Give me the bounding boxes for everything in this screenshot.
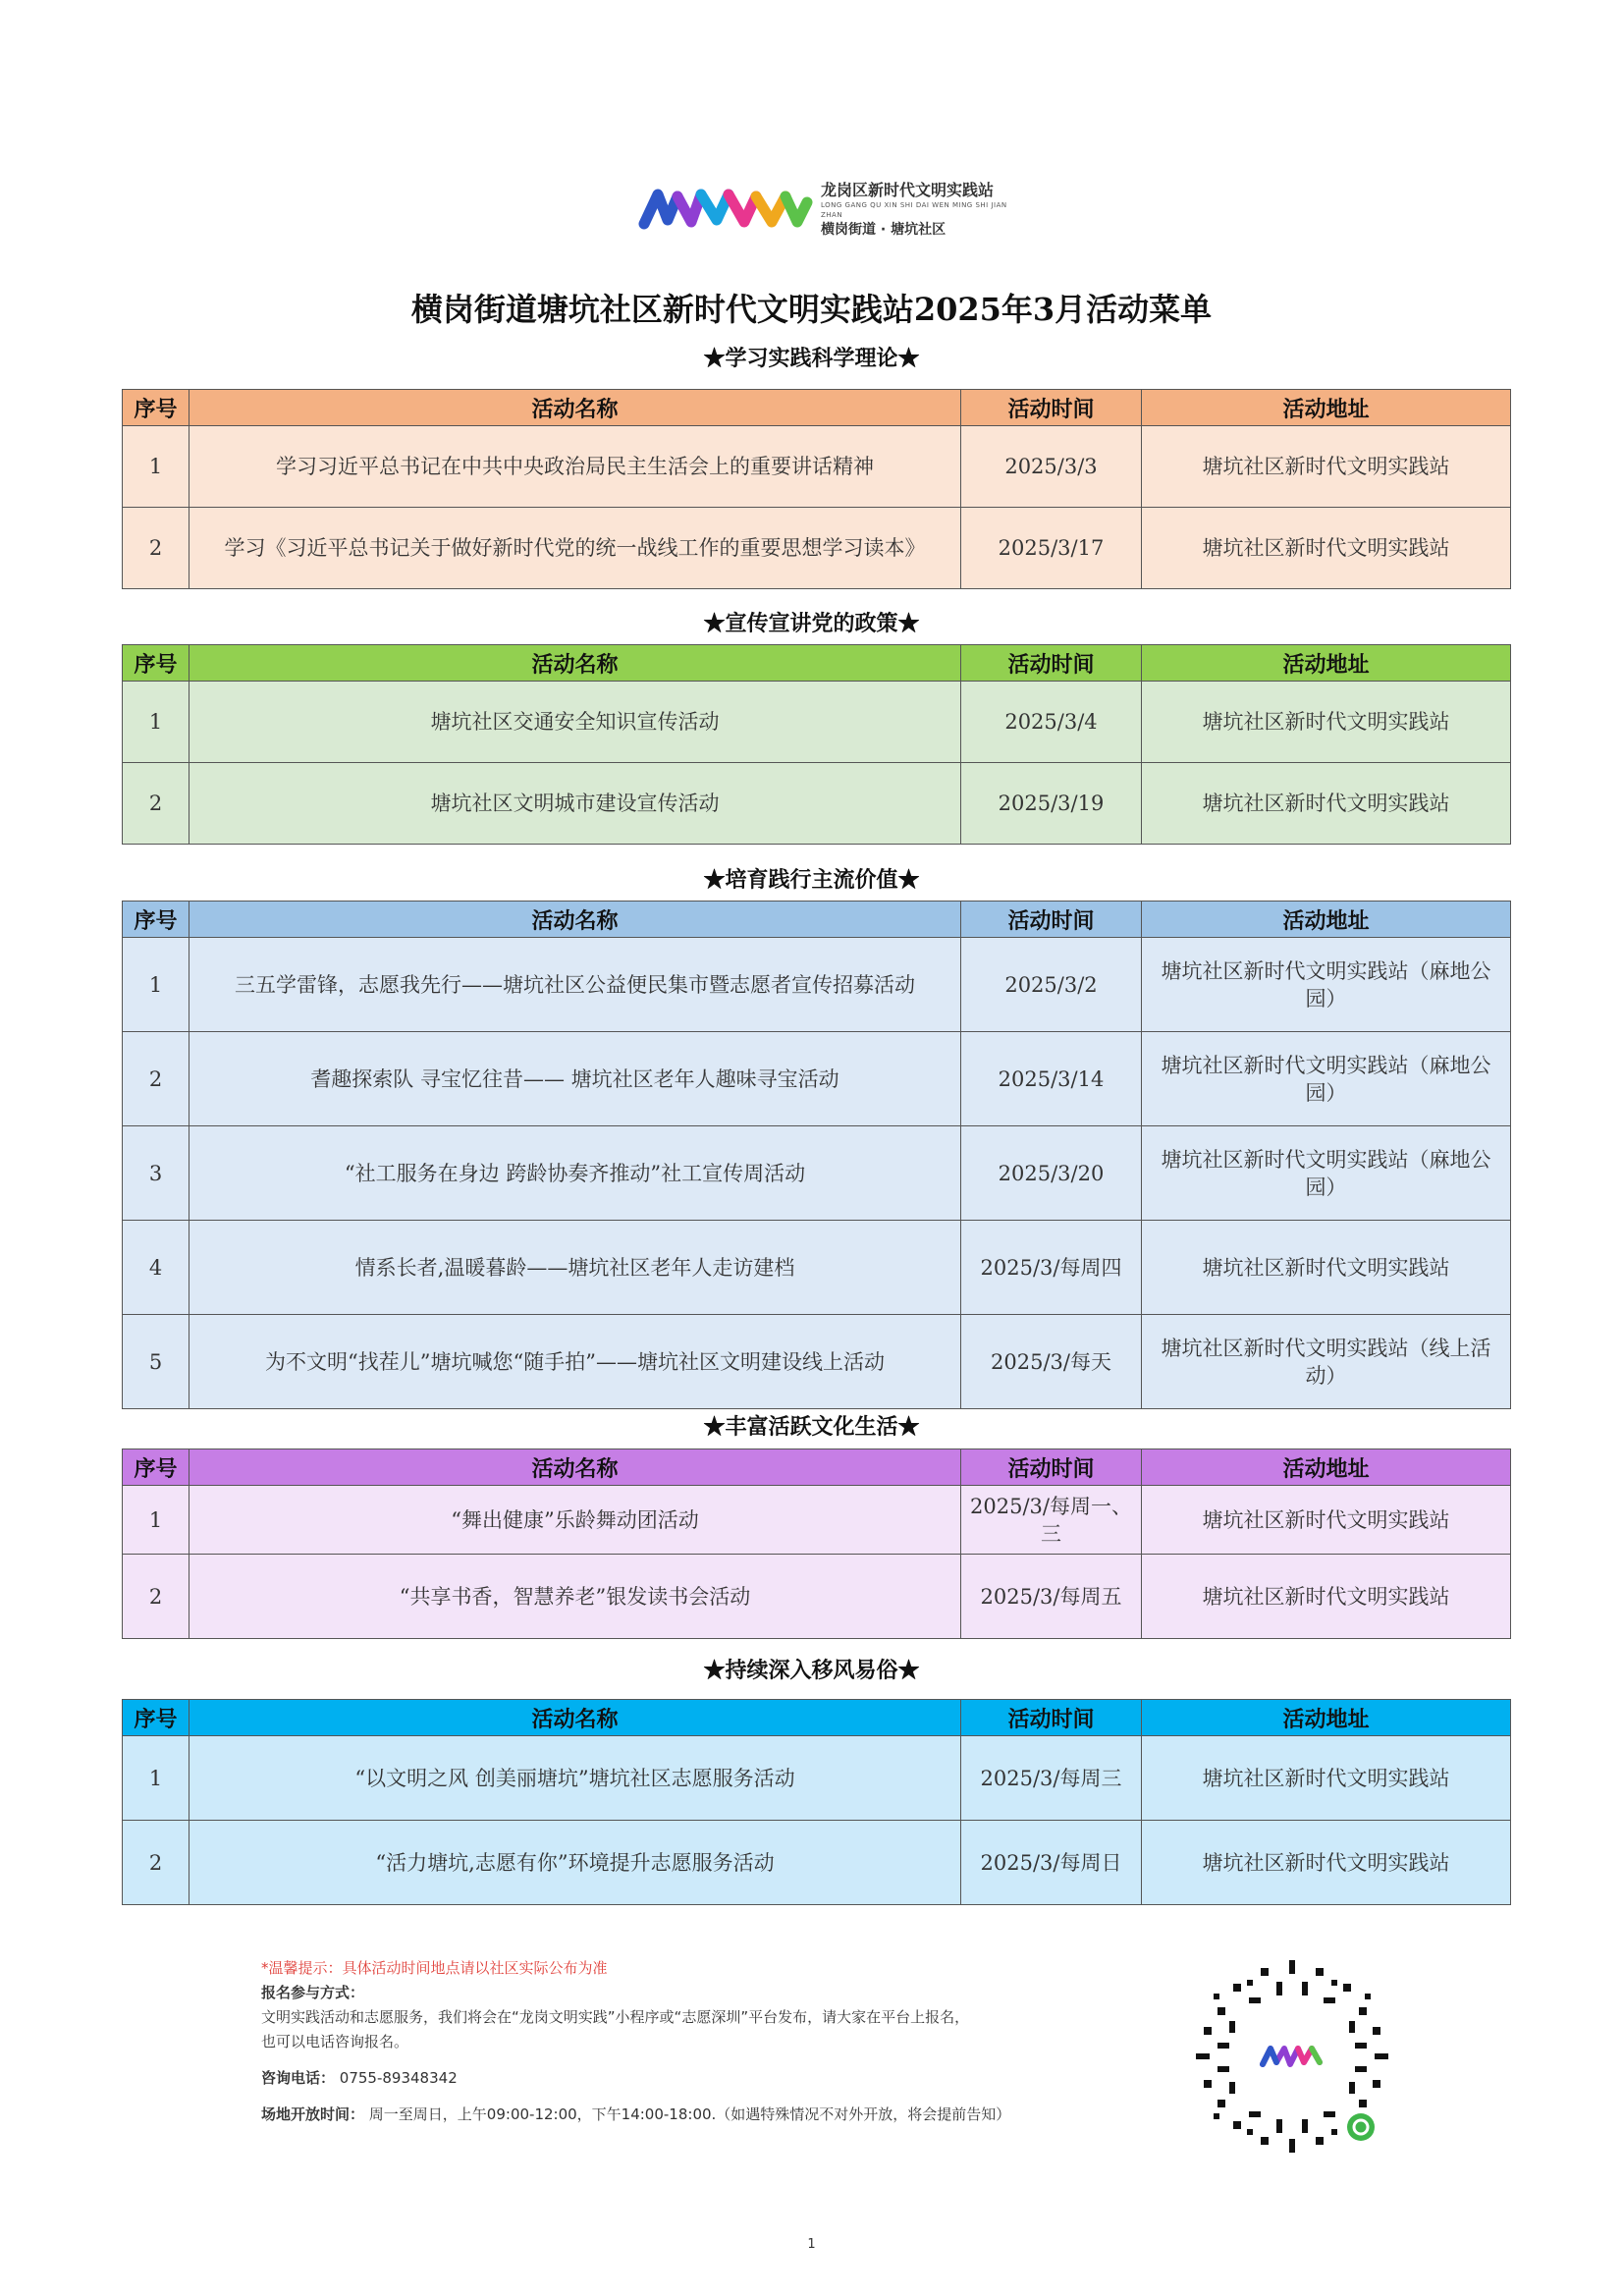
header-name: 活动名称 (189, 390, 961, 426)
section-heading: ★丰富活跃文化生活★ (703, 1414, 920, 1440)
row-time: 2025/3/3 (961, 426, 1142, 508)
header-place: 活动地址 (1142, 645, 1511, 682)
header-no: 序号 (123, 390, 189, 426)
header-name: 活动名称 (189, 902, 961, 938)
row-no: 1 (123, 1736, 189, 1821)
section-heading: ★持续深入移风易俗★ (703, 1658, 920, 1683)
logo (638, 179, 1011, 238)
table-row (123, 1736, 1511, 1821)
row-time: 2025/3/每周一、三 (961, 1486, 1142, 1555)
table-row (123, 1032, 1511, 1126)
header-name: 活动名称 (189, 645, 961, 682)
row-no: 3 (123, 1126, 189, 1221)
logo-pinyin: LONG GANG QU XIN SHI DAI WEN MING SHI JIAN ZHAN (821, 201, 1007, 219)
row-time: 2025/3/每天 (961, 1315, 1142, 1409)
header-no: 序号 (123, 902, 189, 938)
row-place: 塘坑社区新时代文明实践站 (1142, 682, 1511, 763)
row-place: 塘坑社区新时代文明实践站 (1142, 1821, 1511, 1905)
header-place: 活动地址 (1142, 1449, 1511, 1486)
section-heading: ★宣传宣讲党的政策★ (703, 611, 920, 636)
page-title: 横岗街道塘坑社区新时代文明实践站2025年3月活动菜单 (410, 291, 1213, 328)
row-place: 塘坑社区新时代文明实践站 (1142, 763, 1511, 845)
row-no: 4 (123, 1221, 189, 1315)
table-row (123, 1221, 1511, 1315)
header-time: 活动时间 (961, 390, 1142, 426)
row-name: 耆趣探索队 寻宝忆往昔—— 塘坑社区老年人趣味寻宝活动 (189, 1032, 961, 1126)
table-row (123, 682, 1511, 763)
row-place: 塘坑社区新时代文明实践站 (1142, 1555, 1511, 1639)
row-no: 2 (123, 1032, 189, 1126)
phone-row (261, 2066, 1184, 2091)
activity-table (122, 389, 1511, 589)
row-name: 学习《习近平总书记关于做好新时代党的统一战线工作的重要思想学习读本》 (189, 508, 961, 589)
header-place: 活动地址 (1142, 902, 1511, 938)
header-time: 活动时间 (961, 1449, 1142, 1486)
header-time: 活动时间 (961, 645, 1142, 682)
signup-text: 文明实践活动和志愿服务，我们将会在“龙岗文明实践”小程序或“志愿深圳”平台发布，请大家在平台上报名， (261, 2008, 970, 2026)
activity-table (122, 1699, 1511, 1905)
row-name: 情系长者,温暖暮龄——塘坑社区老年人走访建档 (189, 1221, 961, 1315)
row-no: 2 (123, 763, 189, 845)
table-row (123, 1315, 1511, 1409)
row-time: 2025/3/4 (961, 682, 1142, 763)
row-name: “以文明之风 创美丽塘坑”塘坑社区志愿服务活动 (189, 1736, 961, 1821)
row-name: 三五学雷锋，志愿我先行——塘坑社区公益便民集市暨志愿者宣传招募活动 (189, 938, 961, 1032)
row-time: 2025/3/2 (961, 938, 1142, 1032)
logo-subtitle: 横岗街道 · 塘坑社区 (821, 222, 947, 238)
notice-block (261, 1956, 1184, 2127)
ribbon-logo-icon (638, 181, 813, 236)
signup-text-2: 也可以电话咨询报名。 (261, 2033, 409, 2050)
header-no: 序号 (123, 1700, 189, 1736)
table-row (123, 426, 1511, 508)
row-name: “活力塘坑,志愿有你”环境提升志愿服务活动 (189, 1821, 961, 1905)
header-time: 活动时间 (961, 902, 1142, 938)
page-number: 1 (807, 2237, 816, 2252)
row-no: 1 (123, 426, 189, 508)
section-heading: ★学习实践科学理论★ (703, 346, 920, 371)
phone-number[interactable]: 0755-89348342 (339, 2069, 458, 2087)
row-name: “共享书香，智慧养老”银发读书会活动 (189, 1555, 961, 1639)
table-header-row (123, 1449, 1511, 1486)
hours-row (261, 2103, 1184, 2127)
row-no: 1 (123, 682, 189, 763)
header-place: 活动地址 (1142, 390, 1511, 426)
logo-title: 龙岗区新时代文明实践站 (821, 181, 995, 199)
row-place: 塘坑社区新时代文明实践站（麻地公园） (1142, 1032, 1511, 1126)
phone-label: 咨询电话： (261, 2069, 336, 2087)
table-row (123, 938, 1511, 1032)
activity-table (122, 1449, 1511, 1639)
table-row (123, 1486, 1511, 1555)
row-place: 塘坑社区新时代文明实践站 (1142, 1221, 1511, 1315)
row-name: “舞出健康”乐龄舞动团活动 (189, 1486, 961, 1555)
row-name: “社工服务在身边 跨龄协奏齐推动”社工宣传周活动 (189, 1126, 961, 1221)
row-no: 2 (123, 508, 189, 589)
table-header-row (123, 645, 1511, 682)
row-name: 学习习近平总书记在中共中央政治局民主生活会上的重要讲话精神 (189, 426, 961, 508)
table-row (123, 508, 1511, 589)
header-name: 活动名称 (189, 1449, 961, 1486)
table-header-row (123, 390, 1511, 426)
qr-code-icon[interactable] (1194, 1958, 1390, 2155)
table-row (123, 1821, 1511, 1905)
section-heading: ★培育践行主流价值★ (703, 867, 920, 893)
row-place: 塘坑社区新时代文明实践站 (1142, 1736, 1511, 1821)
row-place: 塘坑社区新时代文明实践站（麻地公园） (1142, 938, 1511, 1032)
table-header-row (123, 1700, 1511, 1736)
row-name: 塘坑社区文明城市建设宣传活动 (189, 763, 961, 845)
row-place: 塘坑社区新时代文明实践站（麻地公园） (1142, 1126, 1511, 1221)
header-no: 序号 (123, 645, 189, 682)
row-place: 塘坑社区新时代文明实践站 (1142, 508, 1511, 589)
activity-table (122, 901, 1511, 1409)
table-row (123, 763, 1511, 845)
row-no: 2 (123, 1821, 189, 1905)
row-time: 2025/3/19 (961, 763, 1142, 845)
row-place: 塘坑社区新时代文明实践站 (1142, 1486, 1511, 1555)
table-row (123, 1555, 1511, 1639)
row-time: 2025/3/每周三 (961, 1736, 1142, 1821)
hours-text: 周一至周日，上午09:00-12:00，下午14:00-18:00.（如遇特殊情况不对外开放，将会提前告知） (368, 2105, 1011, 2123)
row-time: 2025/3/20 (961, 1126, 1142, 1221)
row-time: 2025/3/每周日 (961, 1821, 1142, 1905)
row-time: 2025/3/每周五 (961, 1555, 1142, 1639)
row-name: 塘坑社区交通安全知识宣传活动 (189, 682, 961, 763)
header-name: 活动名称 (189, 1700, 961, 1736)
activity-table (122, 644, 1511, 845)
row-time: 2025/3/14 (961, 1032, 1142, 1126)
row-time: 2025/3/17 (961, 508, 1142, 589)
signup-label: 报名参与方式： (261, 1984, 365, 2001)
row-no: 1 (123, 1486, 189, 1555)
row-name: 为不文明“找茬儿”塘坑喊您“随手拍”——塘坑社区文明建设线上活动 (189, 1315, 961, 1409)
row-no: 5 (123, 1315, 189, 1409)
row-no: 1 (123, 938, 189, 1032)
row-place: 塘坑社区新时代文明实践站（线上活动） (1142, 1315, 1511, 1409)
header-no: 序号 (123, 1449, 189, 1486)
hours-label: 场地开放时间： (261, 2105, 365, 2123)
row-no: 2 (123, 1555, 189, 1639)
row-time: 2025/3/每周四 (961, 1221, 1142, 1315)
warning-text: *温馨提示：具体活动时间地点请以社区实际公布为准 (261, 1959, 608, 1977)
header-time: 活动时间 (961, 1700, 1142, 1736)
row-place: 塘坑社区新时代文明实践站 (1142, 426, 1511, 508)
table-header-row (123, 902, 1511, 938)
header-place: 活动地址 (1142, 1700, 1511, 1736)
table-row (123, 1126, 1511, 1221)
